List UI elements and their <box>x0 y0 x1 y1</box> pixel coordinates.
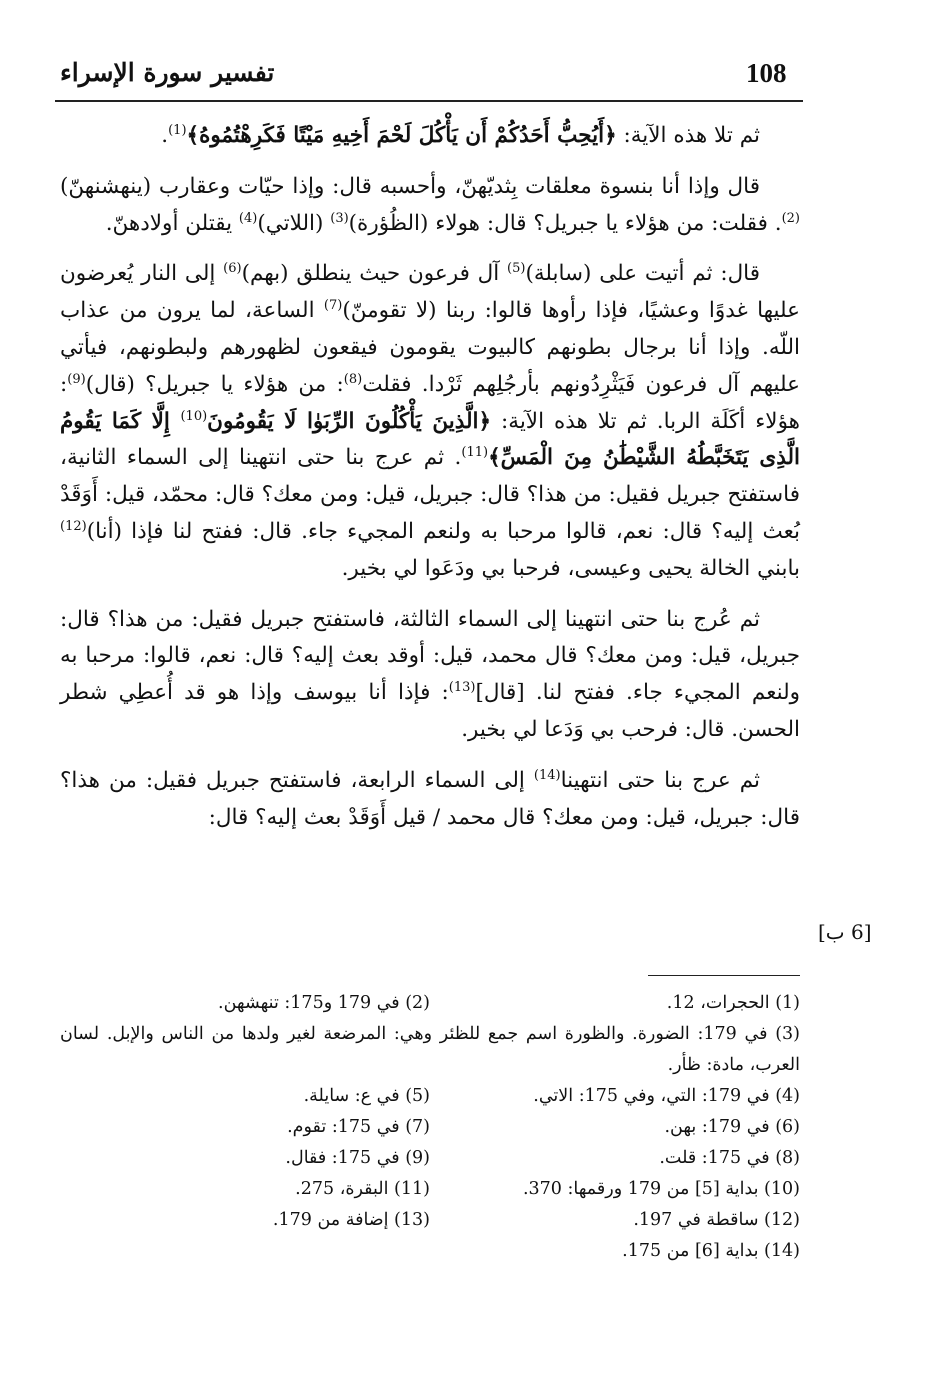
footnote-row <box>60 1205 800 1236</box>
footnote-ref: (4) <box>238 210 258 226</box>
text-run: الساعة، لما يرون من عذاب اللّه. وإذا أنا برجال بطونهم كالبيوت يقومون فيقعون لظهورهم ولبطونهم، فيأتي عليهم آل فرعون فَيَثْرِدُونهم بأرجُلِهم ثَرْدا. فقلت <box>60 298 800 397</box>
footnote-row <box>60 1143 800 1174</box>
paragraph-3 <box>60 256 800 587</box>
footnote-row <box>60 1019 800 1081</box>
footnote-ref: (10) <box>180 408 208 424</box>
footnote-ref: (14) <box>533 767 561 783</box>
text-run: ثم عُرج بنا حتى انتهينا إلى السماء الثالثة، فاستفتح جبريل فقيل: من هذا؟ قال: جبريل، قيل: ومن معك؟ قال محمد، قيل: أوقد بعث إليه؟ قال: نعم، قالوا: مرحبا به ولنعم المجيء جاء. ففتح لنا. [قال] <box>60 606 801 706</box>
footnote-ref: (9) <box>67 371 86 387</box>
manuscript-folio-marker: [6 ب] <box>818 920 872 944</box>
text-run: : هؤلاء أكَلَة الربا. ثم تلا هذه الآية: <box>60 371 801 434</box>
footnotes <box>60 988 800 1267</box>
paragraph-5 <box>60 763 800 837</box>
page-number: 108 <box>746 58 787 88</box>
footnote-ref: (5) <box>507 261 526 277</box>
text-run: . ثم عرج بنا حتى انتهينا إلى السماء الثانية، فاستفتح جبريل فقيل: من هذا؟ قال: جبريل، قيل: ومن معك؟ قال: محمّد، قيل: أَوَقَدْ بُعث إليه؟ قال: نعم، قالوا مرحبا به ولنعم المجيء جاء. قال: ففتح لنا فإذا (أنا) <box>60 445 800 544</box>
footnote-row <box>60 1174 800 1205</box>
footnote-14: (14) بداية [6] من 175. <box>622 1241 800 1261</box>
footnote-7: (7) في 175: تقوم. <box>287 1117 430 1137</box>
text-run: قال: ثم أتيت على (سابلة) <box>525 261 761 287</box>
text-run: إلى السماء الرابعة، فاستفتح جبريل فقيل: من هذا؟ قال: جبريل، قيل: ومن معك؟ قال محمد / قيل أَوَقَدْ بعث إليه؟ قال: <box>60 767 800 830</box>
main-text <box>60 118 800 850</box>
footnote-ref: (2) <box>781 210 800 226</box>
footnote-10: (10) بداية [5] من 179 ورقمها: 370. <box>522 1179 800 1199</box>
footnote-ref: (3) <box>330 210 349 226</box>
text-run: . فقلت: من هؤلاء يا جبريل؟ قال: هولاء (الظُؤرة) <box>348 210 782 236</box>
footnote-row <box>60 1081 800 1112</box>
text-run: يقتلن أولادهنّ. <box>105 210 239 236</box>
footnote-6: (6) في 179: بهن. <box>664 1117 800 1137</box>
footnote-5: (5) في ع: سايلة. <box>303 1086 430 1106</box>
text-run: : فإذا أنا بيوسف وإذا هو قد أُعطِي شطر الحسن. قال: فرحب بي وَدَعا لي بخير. <box>60 680 800 742</box>
paragraph-1 <box>60 118 800 155</box>
footnote-8: (8) في 175: قلت. <box>659 1148 800 1168</box>
footnote-ref: (13) <box>448 680 476 695</box>
footnote-empty <box>60 1236 430 1267</box>
footnote-ref: (8) <box>343 371 363 387</box>
footnote-ref: (11) <box>461 445 489 461</box>
text-run: . <box>161 123 169 148</box>
footnote-row <box>60 1112 800 1143</box>
text-run: ثم عرج بنا حتى انتهينا <box>560 767 760 793</box>
footnote-ref: (6) <box>223 261 242 277</box>
header-rule <box>55 100 803 102</box>
footnote-1: (1) الحجرات، 12. <box>666 993 800 1013</box>
running-title: تفسير سورة الإسراء <box>60 58 275 87</box>
footnote-row <box>60 1236 800 1267</box>
text-run: قال وإذا أنا بنسوة معلقات بِثديّهنّ، وأحسبه قال: وإذا حيّات وعقارب (ينهشنهنّ) <box>60 173 760 199</box>
text-run: (اللاتي) <box>257 210 331 236</box>
footnote-3: (3) في 179: الضورة. والظورة اسم جمع للظئر وهي: المرضعة لغير ولدها من الناس والإبل. لسان العرب، مادة: ظأر. <box>60 1024 800 1075</box>
text-run: ثم تلا هذه الآية: <box>616 123 760 148</box>
text-run: آل فرعون حيث ينطلق (بهم) <box>241 261 508 287</box>
footnote-row <box>60 988 800 1019</box>
footnote-13: (13) إضافة من 179. <box>272 1210 430 1230</box>
text-run: : من هؤلاء يا جبريل؟ (قال) <box>85 371 344 397</box>
footnote-12: (12) ساقطة في 197. <box>633 1210 800 1230</box>
footnote-ref: (12) <box>60 518 87 534</box>
text-run: بابني الخالة يحيى وعيسى، فرحبا بي ودَعَوا لي بخير. <box>341 555 800 581</box>
text-run: إلى النار يُعرضون عليها غدوًا وعشيًا، فإذا رأوها قالوا: ربنا (لا تقومنّ) <box>60 261 800 324</box>
footnote-rule <box>648 975 800 976</box>
footnote-2: (2) في 179 و175: تنهشهن. <box>218 993 430 1013</box>
footnote-ref: (1) <box>168 122 187 138</box>
paragraph-4 <box>60 602 800 749</box>
footnote-11: (11) البقرة، 275. <box>295 1179 430 1199</box>
paragraph-2 <box>60 169 800 243</box>
footnote-ref: (7) <box>323 298 343 314</box>
footnote-9: (9) في 175: فقال. <box>285 1148 430 1168</box>
quran-verse: ﴿أَيُحِبُّ أَحَدُكُمْ أَن يَأْكُلَ لَحْمَ أَخِيهِ مَيْتًا فَكَرِهْتُمُوهُ﴾ <box>186 123 617 148</box>
quran-verse: إِلَّا كَمَا يَقُومُ الَّذِى يَتَخَبَّطُهُ الشَّيْطَٰنُ مِنَ الْمَسِّ﴾ <box>60 408 800 471</box>
quran-verse: ﴿الَّذِينَ يَأْكُلُونَ الرِّبَوٰا لَا يَقُومُونَ <box>207 408 492 434</box>
footnote-4: (4) في 179: التي، وفي 175: الاتي. <box>533 1086 800 1106</box>
